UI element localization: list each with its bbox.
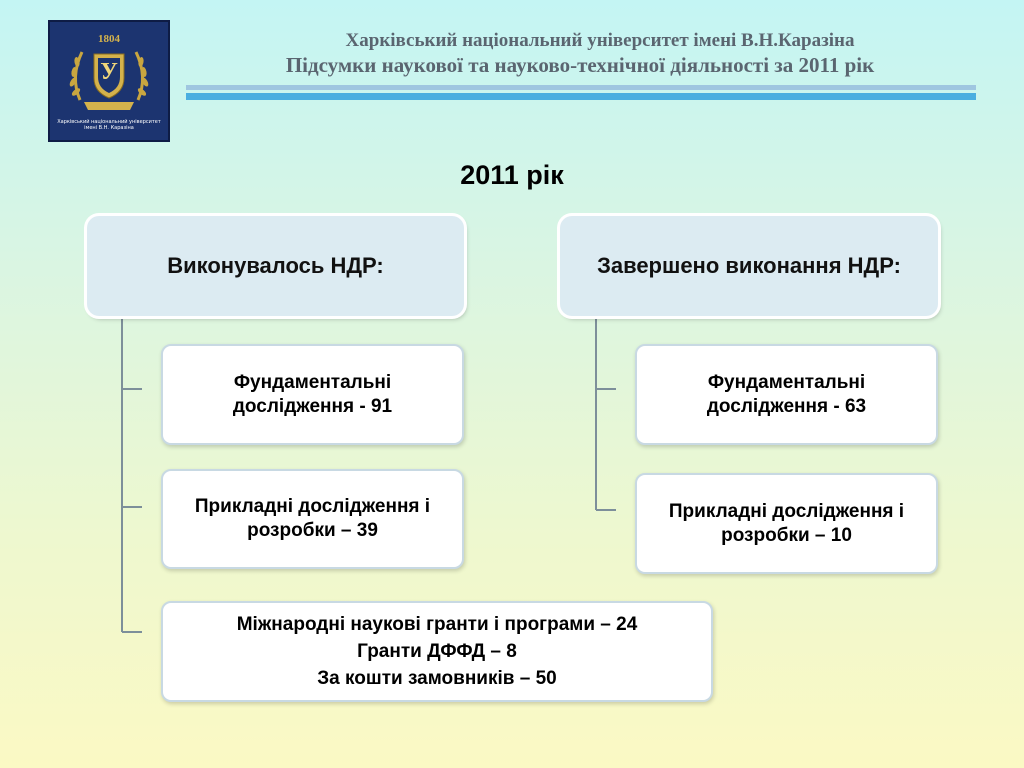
logo-caption (50, 119, 168, 131)
logo-caption-line1: Харківський національний університет (57, 119, 161, 125)
slide-subtitle: Підсумки наукової та науково-технічної діяльності за 2011 рік (285, 53, 875, 77)
left-item-grants-label: Міжнародні наукові гранти і програми – 24 Гранти ДФФД – 8 За кошти замовників – 50 (236, 614, 638, 689)
header-rule-thick (186, 93, 976, 100)
right-heading-box (560, 216, 938, 316)
left-heading-label: Виконувалось НДР: (167, 253, 384, 278)
left-heading-box (87, 216, 464, 316)
right-item-applied (635, 473, 938, 574)
logo-letter: У (100, 59, 118, 85)
right-heading-label: Завершено виконання НДР: (597, 253, 901, 278)
left-item-applied-label: Прикладні дослідження і розробки – 39 (194, 496, 431, 541)
left-item-applied (161, 469, 464, 569)
header-rule-thin (186, 85, 976, 90)
right-item-applied-label: Прикладні дослідження і розробки – 10 (668, 500, 905, 546)
left-item-grants (161, 601, 713, 702)
page-title: 2011 рік (460, 160, 564, 190)
right-item-fundamental-label: Фундаментальні дослідження - 63 (706, 371, 867, 417)
university-logo (48, 20, 170, 142)
left-item-fundamental (161, 344, 464, 445)
right-item-fundamental (635, 344, 938, 445)
logo-year: 1804 (98, 33, 120, 45)
logo-caption-line2: імені В.Н. Каразіна (84, 125, 134, 131)
left-item-fundamental-label: Фундаментальні дослідження - 91 (232, 371, 393, 417)
university-name: Харківський національний університет імені В.Н.Каразіна (345, 30, 855, 51)
